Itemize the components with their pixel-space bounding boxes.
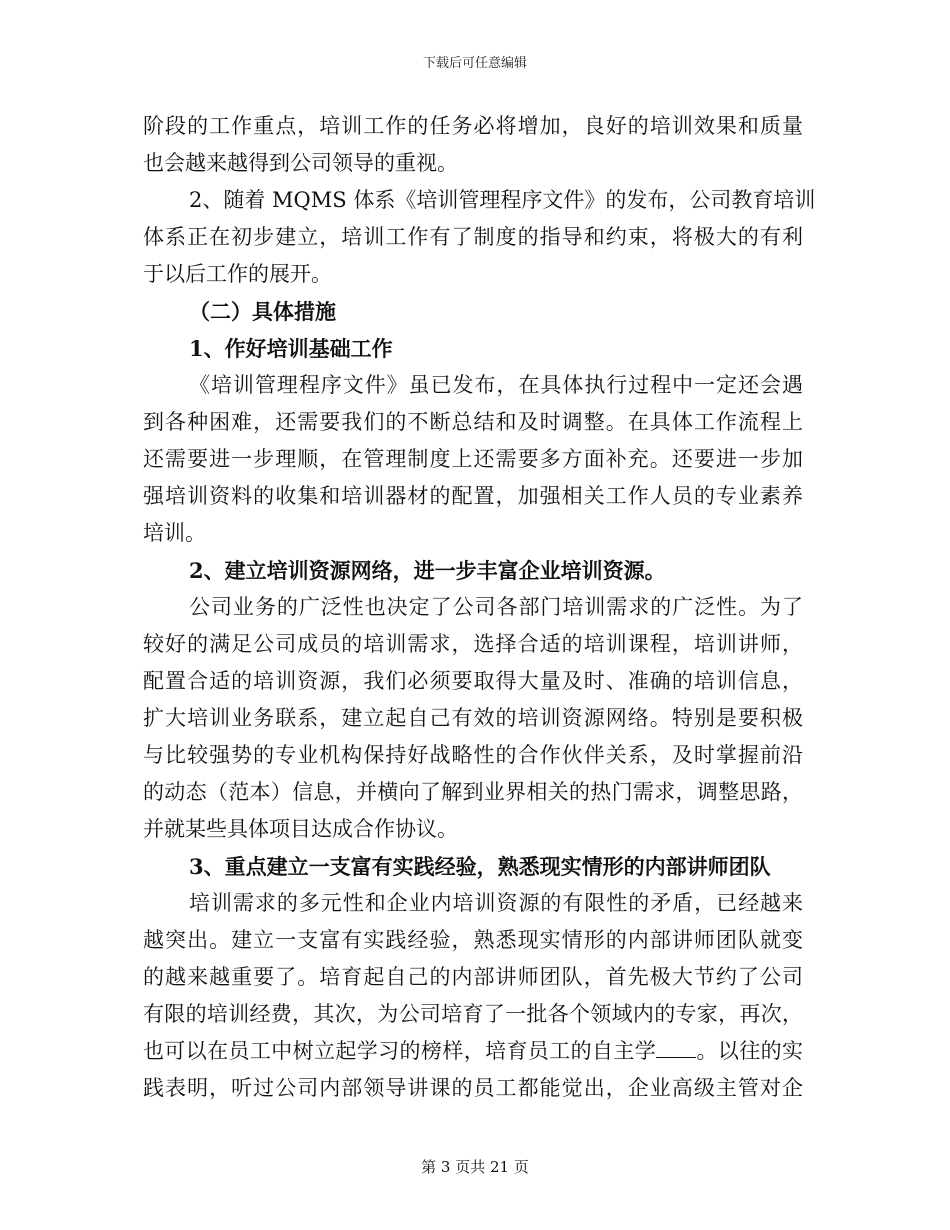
paragraph-line: 2、随着 MQMS 体系《培训管理程序文件》的发布，公司教育培训 xyxy=(189,188,816,212)
document-body xyxy=(143,108,816,1107)
paragraph-line: 培训。 xyxy=(143,521,206,545)
page-number-footer: 第 3 页共 21 页 xyxy=(421,1158,529,1176)
paragraph-line: 较好的满足公司成员的培训需求，选择合适的培训课程，培训讲师， xyxy=(143,632,803,656)
paragraph-line xyxy=(143,1033,803,1070)
paragraph-line: 培训需求的多元性和企业内培训资源的有限性的矛盾，已经越来 xyxy=(189,891,803,915)
paragraph-line: 越突出。建立一支富有实践经验，熟悉现实情形的内部讲师团队就变 xyxy=(143,928,803,952)
paragraph-line: 践表明，听过公司内部领导讲课的员工都能觉出，企业高级主管对企 xyxy=(143,1076,803,1100)
subsection-heading: 1、作好培训基础工作 xyxy=(189,336,393,361)
paragraph-line: 于以后工作的展开。 xyxy=(143,262,332,286)
subsection-heading: 3、重点建立一支富有实践经验，熟悉现实情形的内部讲师团队 xyxy=(189,854,771,879)
paragraph-line: 体系正在初步建立，培训工作有了制度的指导和约束，将极大的有利 xyxy=(143,225,803,249)
paragraph-line: 强培训资料的收集和培训器材的配置，加强相关工作人员的专业素养 xyxy=(143,484,803,508)
paragraph-line: 并就某些具体项目达成合作协议。 xyxy=(143,817,458,841)
paragraph-line: 扩大培训业务联系，建立起自己有效的培训资源网络。特别是要积极 xyxy=(143,706,803,730)
paragraph-line: 配置合适的培训资源，我们必须要取得大量及时、准确的培训信息， xyxy=(143,669,803,693)
page-header: 下载后可任意编辑 xyxy=(422,56,527,71)
paragraph-line: 的越来越重要了。培育起自己的内部讲师团队，首先极大节约了公司 xyxy=(143,965,803,989)
paragraph-line: 的动态（范本）信息，并横向了解到业界相关的热门需求，调整思路， xyxy=(143,780,803,804)
text-segment: 。以往的实 xyxy=(696,1039,804,1063)
fill-in-blank xyxy=(656,1035,696,1058)
paragraph-line: 公司业务的广泛性也决定了公司各部门培训需求的广泛性。为了 xyxy=(189,595,803,619)
paragraph-line: 到各种困难，还需要我们的不断总结和及时调整。在具体工作流程上 xyxy=(143,410,803,434)
paragraph-line: 阶段的工作重点，培训工作的任务必将增加，良好的培训效果和质量 xyxy=(143,114,803,138)
paragraph-line: 也会越来越得到公司领导的重视。 xyxy=(143,151,458,175)
section-heading: （二）具体措施 xyxy=(189,299,336,324)
paragraph-line: 与比较强势的专业机构保持好战略性的合作伙伴关系，及时掌握前沿 xyxy=(143,743,803,767)
paragraph-line: 还需要进一步理顺，在管理制度上还需要多方面补充。还要进一步加 xyxy=(143,447,803,471)
subsection-heading: 2、建立培训资源网络，进一步丰富企业培训资源。 xyxy=(189,558,666,583)
paragraph-line: 有限的培训经费，其次，为公司培育了一批各个领域内的专家，再次， xyxy=(143,1002,803,1026)
paragraph-line: 《培训管理程序文件》虽已发布，在具体执行过程中一定还会遇 xyxy=(189,373,803,397)
text-segment: 也可以在员工中树立起学习的榜样，培育员工的自主学 xyxy=(143,1039,657,1063)
